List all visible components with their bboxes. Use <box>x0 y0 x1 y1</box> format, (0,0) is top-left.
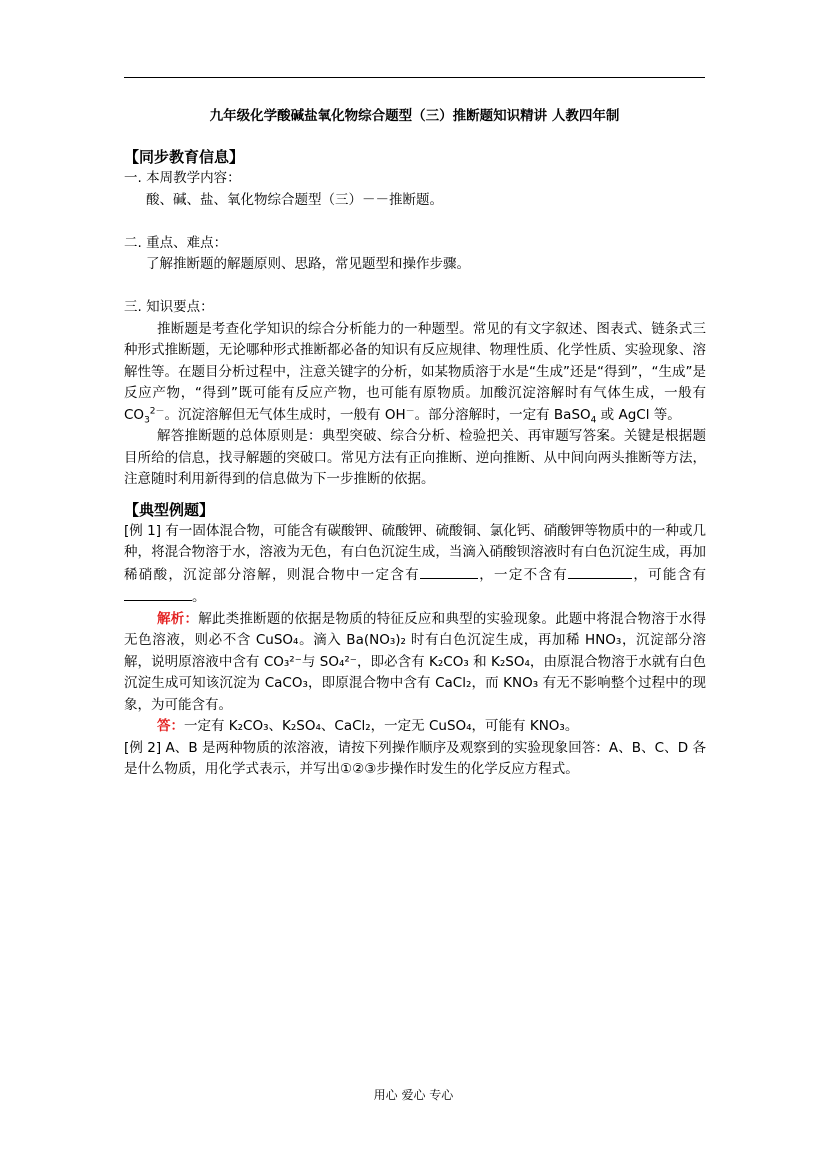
header-rule <box>124 77 705 78</box>
teaching-content-text: 酸、碱、盐、氧化物综合题型（三）－－推断题。 <box>146 191 443 208</box>
key-points-text: 了解推断题的解题原则、思路，常见题型和操作步骤。 <box>146 256 470 272</box>
answer-label: 答： <box>157 718 184 734</box>
section-heading-examples: 【典型例题】 <box>124 500 215 519</box>
knowledge-paragraph-1: 推断题是考查化学知识的综合分析能力的一种题型。常见的有文字叙述、图表式、链条式三种形式推断题，无论哪种形式推断都必备的知识有反应规律、物理性质、化学性质、实验现象、溶解性等。在题目分析过程中，注意关键字的分析，如某物质溶于水是“生成”还是“得到”，“生成”是反应产物，“得到”既可能有反应产物，也可能有原物质。加酸沉淀溶解时有气体生成，一般有 $CO_3^{2-}$。沉淀溶解但无气体生成时，一般有 OH－。部分溶解时，一定有 BaSO$_4$ 或 AgCl 等。 <box>124 320 706 426</box>
document-body <box>124 146 706 781</box>
example-2: [例 2] A、B 是两种物质的浓溶液，请按下列操作顺序及观察到的实验现象回答：A、B、C、D 各是什么物质，用化学式表示，并写出①②③步操作时发生的化学反应方程式。 <box>124 739 706 777</box>
page-footer: 用心 爱心 专心 <box>373 1088 454 1102</box>
document-title: 九年级化学酸碱盐氧化物综合题型（三）推断题知识精讲 人教四年制 <box>209 108 620 124</box>
example-1-analysis: 解析：解此类推断题的依据是物质的特征反应和典型的实验现象。此题中将混合物溶于水得无色溶液，则必不含 CuSO₄。滴入 Ba(NO₃)₂ 时有白色沉淀生成，再加稀 HNO₃，沉淀部分溶解，说明原溶液中含有 CO₃²⁻与 SO₄²⁻，即必含有 K₂CO₃ 和 K₂SO₄，由原混合物溶于水就有白色沉淀生成可知该沉淀为 CaCO₃，即原混合物中含有 CaCl₂，而 KNO₃ 有无不影响整个过程中的现象，为可能含有。 <box>124 610 707 713</box>
analysis-label: 解析： <box>157 610 199 627</box>
answer-blank[interactable] <box>420 564 478 579</box>
knowledge-paragraph-2: 解答推断题的总体原则是：典型突破、综合分析、检验把关、再审题写答案。关键是根据题目所给的信息，找寻解题的突破口。常见方法有正向推断、逆向推断、从中间向两头推断等方法，注意随时利用新得到的信息做为下一步推断的依据。 <box>124 428 706 487</box>
item-label-teaching-content: 一. 本周教学内容： <box>124 170 241 186</box>
item-label-knowledge: 三. 知识要点： <box>124 299 214 315</box>
item-label-key-points: 二. 重点、难点： <box>124 234 228 251</box>
example-1-answer: 答：一定有 K₂CO₃、K₂SO₄、CaCl₂，一定无 CuSO₄，可能有 KNO₃。 <box>157 718 579 734</box>
answer-blank[interactable] <box>124 586 192 601</box>
section-heading-sync-info: 【同步教育信息】 <box>124 148 245 166</box>
answer-blank[interactable] <box>568 564 632 579</box>
example-1: [例 1] 有一固体混合物，可能含有碳酸钾、硫酸钾、硫酸铜、氯化钙、硝酸钾等物质中的一种或几种，将混合物溶于水，溶液为无色，有白色沉淀生成，当滴入硝酸钡溶液时有白色沉淀生成，再加稀硝酸，沉淀部分溶解，则混合物中一定含有 ，一定不含有 ，可能含有。 <box>124 522 706 605</box>
